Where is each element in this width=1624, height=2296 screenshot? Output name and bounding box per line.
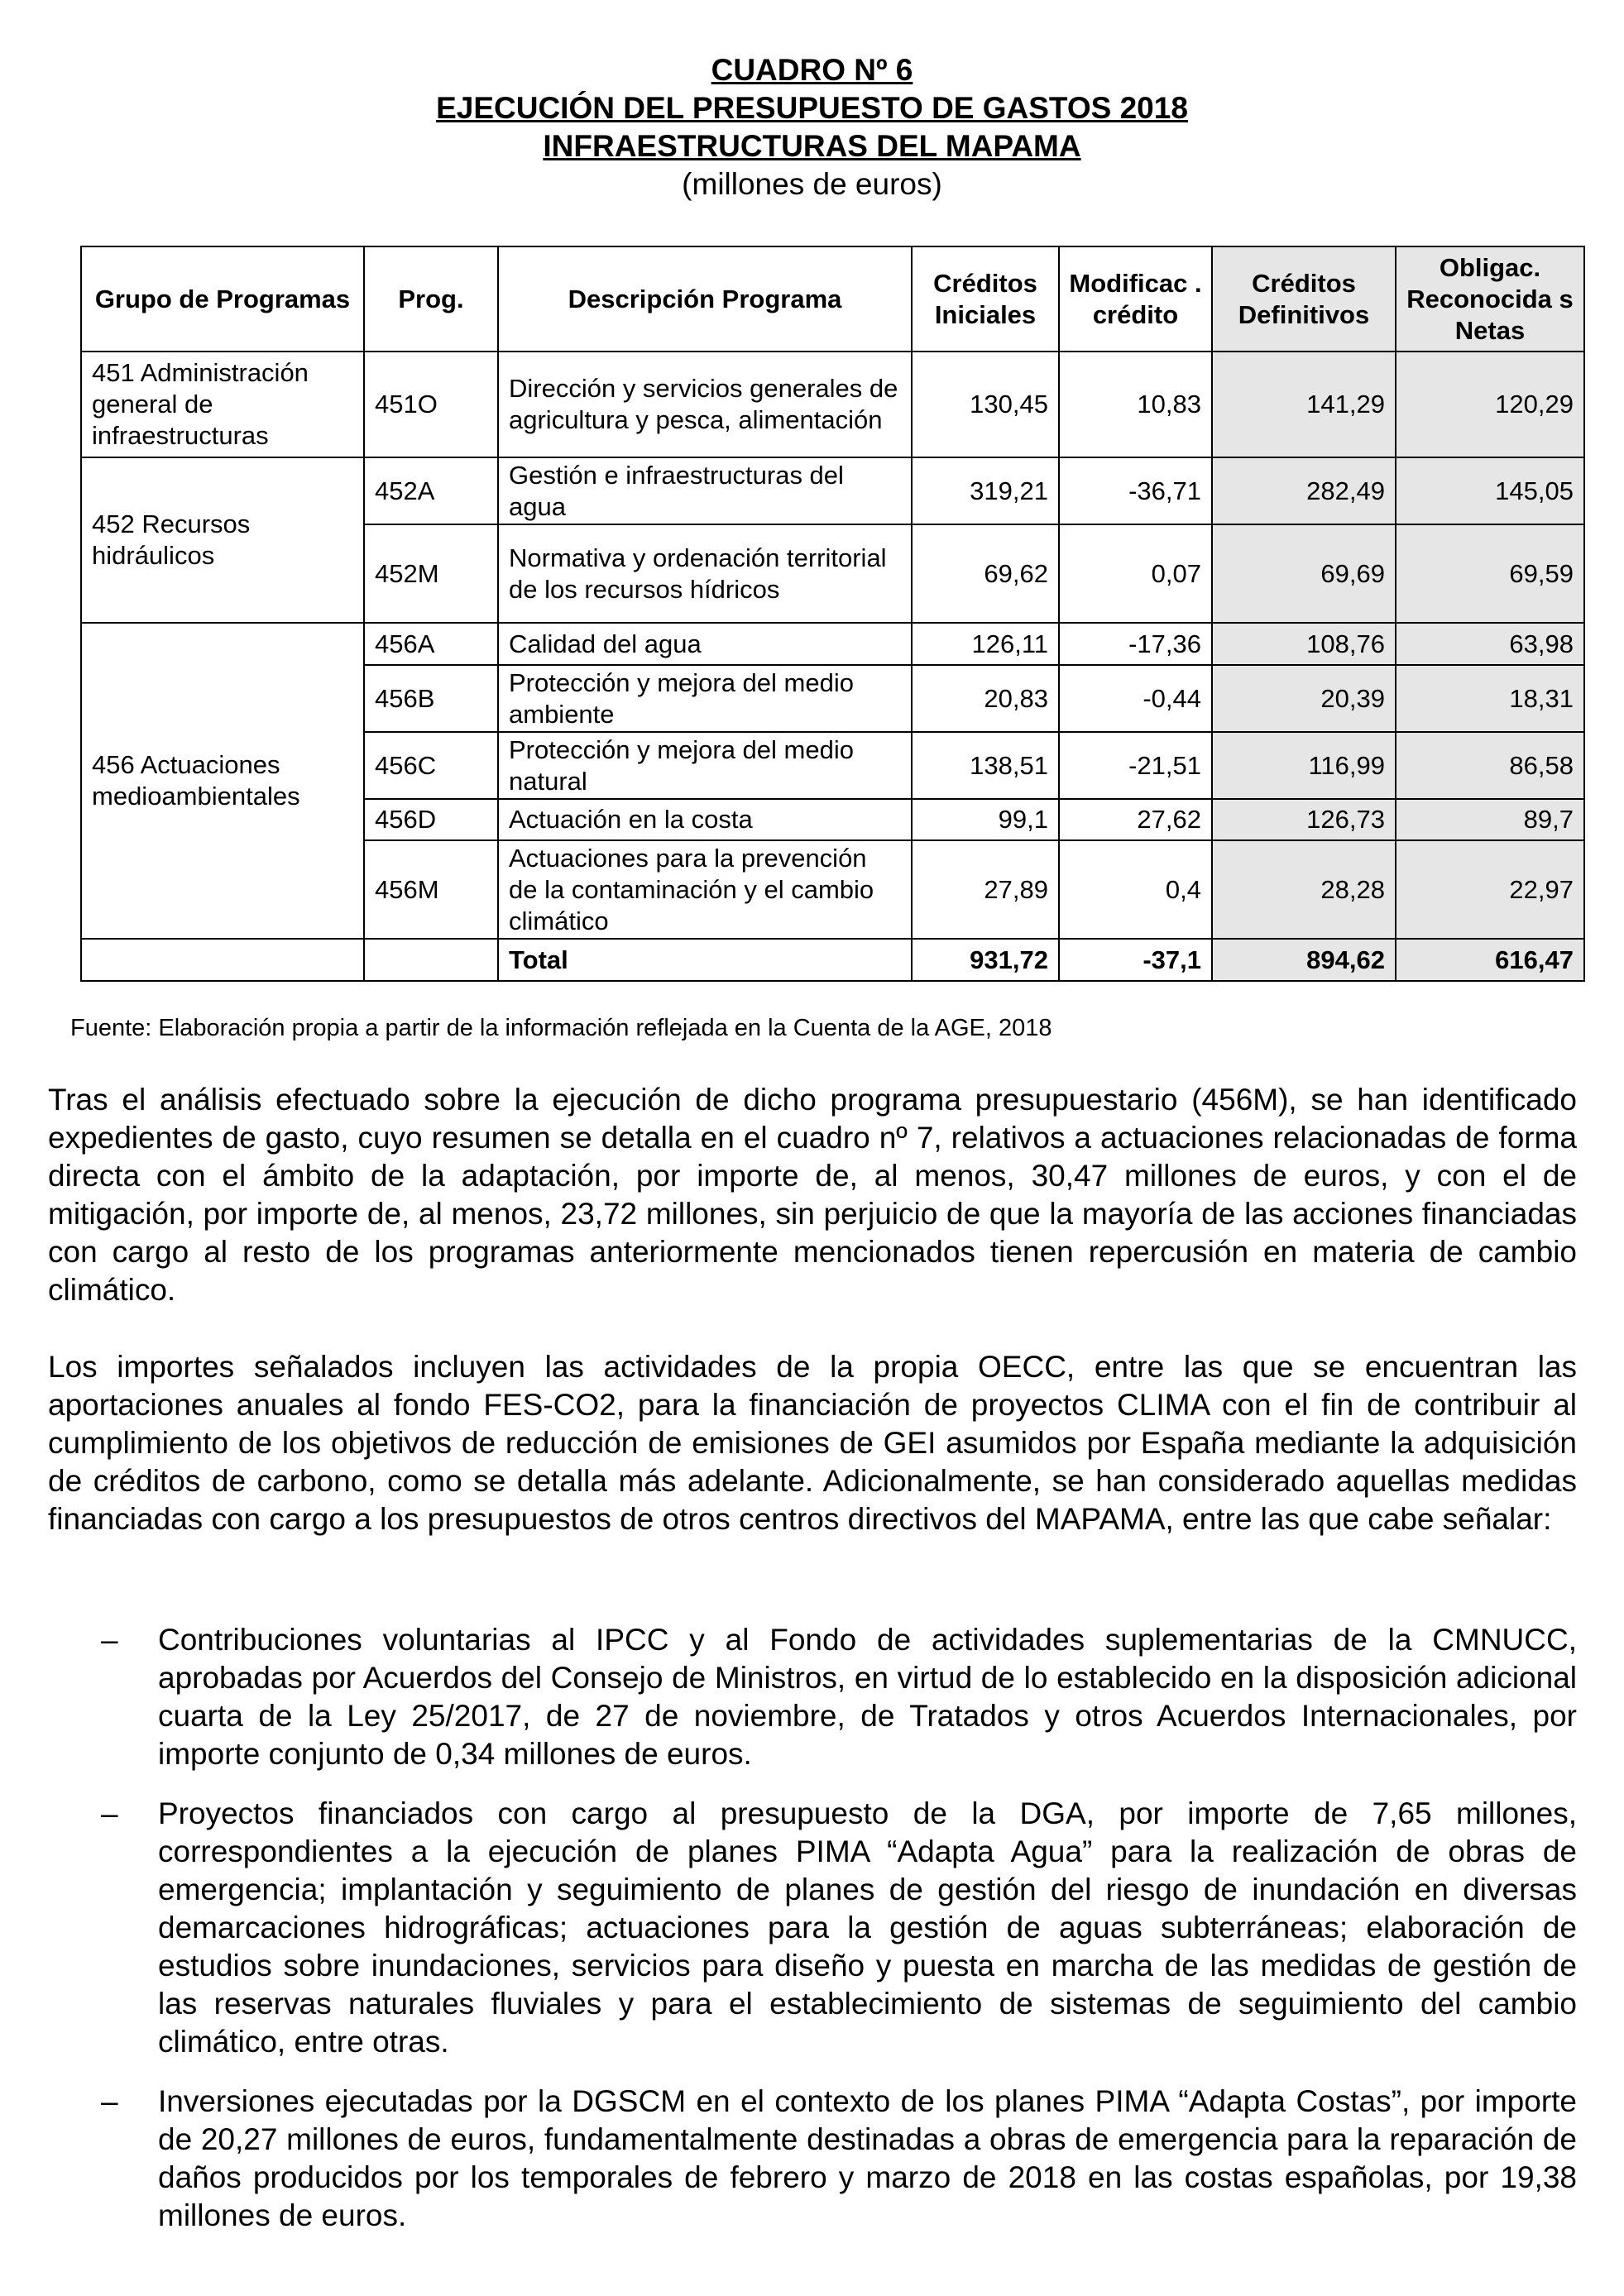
group-cell: 451 Administración general de infraestructuras — [81, 352, 364, 457]
ci-cell: 69,62 — [912, 524, 1059, 623]
budget-table — [80, 246, 1585, 982]
header-desc: Descripción Programa — [498, 246, 912, 352]
total-mod: -37,1 — [1059, 939, 1212, 981]
bullet-dash: – — [101, 1796, 118, 1830]
obl-cell: 86,58 — [1396, 732, 1584, 799]
empty-cell — [81, 939, 364, 981]
obl-cell: 22,97 — [1396, 840, 1584, 939]
paragraph-1: Tras el análisis efectuado sobre la ejecución de dicho programa presupuestario (456M), se han identificado expedientes de gasto, cuyo resumen se detalla en el cuadro nº 7, relativos a actuaciones relacionadas de forma directa con el ámbito de la adaptación, por importe de, al menos, 30,47 millones de euros, y con el de mitigación, por importe de, al menos, 23,72 millones, sin perjuicio de que la mayoría de las acciones financiadas con cargo al resto de los programas anteriormente mencionados tienen repercusión en materia de cambio climático. — [48, 1083, 1577, 1307]
mod-cell: 0,4 — [1059, 840, 1212, 939]
list-item — [48, 1621, 1577, 1773]
header-obligaciones: Obligac. Reconocida s Netas — [1396, 246, 1584, 352]
desc-cell: Protección y mejora del medio natural — [498, 732, 912, 799]
list-item — [48, 2083, 1577, 2235]
mod-cell: -21,51 — [1059, 732, 1212, 799]
obl-cell: 63,98 — [1396, 623, 1584, 665]
prog-cell: 451O — [364, 352, 498, 457]
list-item-text: Inversiones ejecutadas por la DGSCM en el contexto de los planes PIMA “Adapta Costas”, por importe de 20,27 millones de euros, fundamentalmente destinadas a obras de emergencia para la reparación de daños producidos por los temporales de febrero y marzo de 2018 en las costas españolas, por 19,38 millones de euros. — [158, 2084, 1577, 2232]
header-creditos-iniciales: Créditos Iniciales — [912, 246, 1059, 352]
ci-cell: 99,1 — [912, 799, 1059, 840]
cd-cell: 282,49 — [1212, 457, 1396, 524]
prog-cell: 456A — [364, 623, 498, 665]
header-prog: Prog. — [364, 246, 498, 352]
obl-cell: 18,31 — [1396, 665, 1584, 732]
prog-cell: 452M — [364, 524, 498, 623]
table-row — [81, 623, 1584, 665]
table-units: (millones de euros) — [682, 167, 942, 201]
ci-cell: 130,45 — [912, 352, 1059, 457]
obl-cell: 145,05 — [1396, 457, 1584, 524]
prog-cell: 456D — [364, 799, 498, 840]
cd-cell: 69,69 — [1212, 524, 1396, 623]
desc-cell: Calidad del agua — [498, 623, 912, 665]
total-label: Total — [498, 939, 912, 981]
desc-cell: Dirección y servicios generales de agricultura y pesca, alimentación — [498, 352, 912, 457]
total-row — [81, 939, 1584, 981]
table-subtitle: INFRAESTRUCTURAS DEL MAPAMA — [543, 129, 1081, 163]
group-cell: 452 Recursos hidráulicos — [81, 457, 364, 623]
prog-cell: 452A — [364, 457, 498, 524]
ci-cell: 126,11 — [912, 623, 1059, 665]
group-cell: 456 Actuaciones medioambientales — [81, 623, 364, 939]
list-item-text: Contribuciones voluntarias al IPCC y al Fondo de actividades suplementarias de la CMNUCC, aprobadas por Acuerdos del Consejo de Ministros, en virtud de lo establecido en la disposición adicional cuarta de la Ley 25/2017, de 27 de noviembre, de Tratados y otros Acuerdos Internacionales, por importe conjunto de 0,34 millones de euros. — [158, 1623, 1577, 1771]
desc-cell: Protección y mejora del medio ambiente — [498, 665, 912, 732]
prog-cell: 456M — [364, 840, 498, 939]
cd-cell: 141,29 — [1212, 352, 1396, 457]
table-row — [81, 457, 1584, 524]
mod-cell: -17,36 — [1059, 623, 1212, 665]
mod-cell: -36,71 — [1059, 457, 1212, 524]
list-item — [48, 1795, 1577, 2061]
total-cd: 894,62 — [1212, 939, 1396, 981]
total-ci: 931,72 — [912, 939, 1059, 981]
bullet-list — [48, 1621, 1577, 2256]
prog-cell: 456C — [364, 732, 498, 799]
table-header-row — [81, 246, 1584, 352]
ci-cell: 319,21 — [912, 457, 1059, 524]
prog-cell: 456B — [364, 665, 498, 732]
desc-cell: Normativa y ordenación territorial de los recursos hídricos — [498, 524, 912, 623]
list-item-text: Proyectos financiados con cargo al presupuesto de la DGA, por importe de 7,65 millones, correspondientes a la ejecución de planes PIMA “Adapta Agua” para la realización de obras de emergencia; implantación y seguimiento de planes de gestión del riesgo de inundación en diversas demarcaciones hidrográficas; actuaciones para la gestión de aguas subterráneas; elaboración de estudios sobre inundaciones, servicios para diseño y puesta en marcha de las medidas de gestión de las reservas naturales fluviales y para el establecimiento de sistemas de seguimiento del cambio climático, entre otras. — [158, 1796, 1577, 2059]
ci-cell: 27,89 — [912, 840, 1059, 939]
cd-cell: 116,99 — [1212, 732, 1396, 799]
cd-cell: 28,28 — [1212, 840, 1396, 939]
desc-cell: Gestión e infraestructuras del agua — [498, 457, 912, 524]
header-modificaciones: Modificac . crédito — [1059, 246, 1212, 352]
ci-cell: 138,51 — [912, 732, 1059, 799]
table-number: CUADRO Nº 6 — [711, 53, 913, 87]
empty-cell — [364, 939, 498, 981]
paragraph-2: Los importes señalados incluyen las actividades de la propia OECC, entre las que se encuentran las aportaciones anuales al fondo FES-CO2, para la financiación de proyectos CLIMA con el fin de contribuir al cumplimiento de los objetivos de reducción de emisiones de GEI asumidos por España mediante la adquisición de créditos de carbono, como se detalla más adelante. Adicionalmente, se han considerado aquellas medidas financiadas con cargo a los presupuestos de otros centros directivos del MAPAMA, entre las que cabe señalar: — [48, 1350, 1577, 1536]
header-group: Grupo de Programas — [81, 246, 364, 352]
header-creditos-definitivos: Créditos Definitivos — [1212, 246, 1396, 352]
mod-cell: 10,83 — [1059, 352, 1212, 457]
obl-cell: 120,29 — [1396, 352, 1584, 457]
bullet-dash: – — [101, 2084, 118, 2118]
total-obl: 616,47 — [1396, 939, 1584, 981]
mod-cell: -0,44 — [1059, 665, 1212, 732]
ci-cell: 20,83 — [912, 665, 1059, 732]
desc-cell: Actuación en la costa — [498, 799, 912, 840]
table-title: EJECUCIÓN DEL PRESUPUESTO DE GASTOS 2018 — [436, 91, 1188, 125]
bullet-dash: – — [101, 1623, 118, 1657]
cd-cell: 108,76 — [1212, 623, 1396, 665]
cd-cell: 126,73 — [1212, 799, 1396, 840]
mod-cell: 27,62 — [1059, 799, 1212, 840]
obl-cell: 89,7 — [1396, 799, 1584, 840]
table-row — [81, 352, 1584, 457]
desc-cell: Actuaciones para la prevención de la contaminación y el cambio climático — [498, 840, 912, 939]
table-title-block — [0, 51, 1624, 203]
source-note: Fuente: Elaboración propia a partir de la información reflejada en la Cuenta de la AGE, 2018 — [70, 1015, 1052, 1041]
cd-cell: 20,39 — [1212, 665, 1396, 732]
mod-cell: 0,07 — [1059, 524, 1212, 623]
obl-cell: 69,59 — [1396, 524, 1584, 623]
